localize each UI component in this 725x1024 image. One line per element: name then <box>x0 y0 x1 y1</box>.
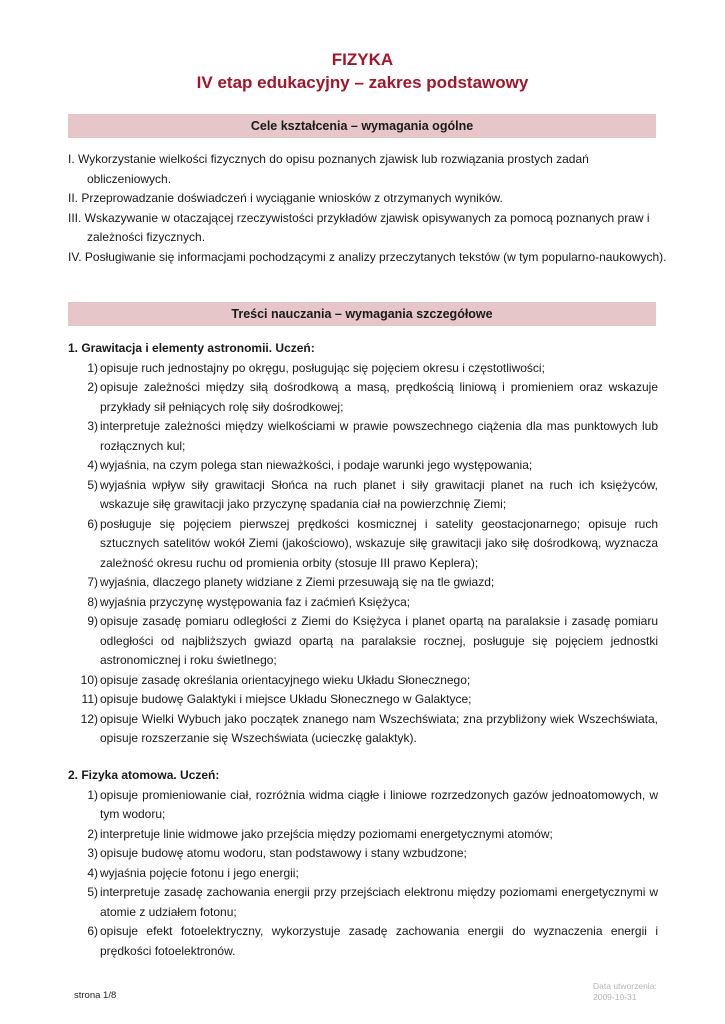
item-number: 3) <box>87 419 98 433</box>
requirement-item <box>68 573 658 593</box>
item-number: 5) <box>87 885 98 899</box>
item-number: 2) <box>87 826 98 841</box>
document-subtitle: IV etap edukacyjny – zakres podstawowy <box>196 73 529 92</box>
item-text: wyjaśnia, dlaczego planety widziane z Ziemi przesuwają się na tle gwiazd; <box>100 575 495 589</box>
item-number: 6) <box>87 924 98 938</box>
requirement-item <box>68 690 658 710</box>
item-text: wyjaśnia wpływ siły grawitacji Słońca na ruch planet i siły grawitacji planet na ruch ich księżyców, wskazuje siłę grawitacji jako przyczynę spadania ciał na powierzchnię Ziemi; <box>100 477 658 511</box>
requirement-item <box>68 476 658 515</box>
creation-date <box>593 981 657 1003</box>
item-number: 4) <box>87 458 98 472</box>
requirement-item <box>68 922 658 961</box>
requirement-item <box>68 612 658 671</box>
requirement-item <box>68 417 658 456</box>
item-number: 6) <box>87 516 98 531</box>
item-number: 7) <box>87 575 98 589</box>
document-title: FIZYKA <box>331 50 394 69</box>
requirement-item <box>68 359 658 379</box>
page-number: strona 1/8 <box>74 990 117 1001</box>
item-number: 1) <box>87 787 98 802</box>
item-text: opisuje Wielki Wybuch jako początek znanego nam Wszechświata; zna przybliżony wiek Wszechświata, opisuje rozszerzanie się Wszechświata (ucieczkę galaktyk). <box>100 711 658 745</box>
requirement-item <box>68 710 658 749</box>
section-atomic-physics <box>68 766 658 961</box>
requirement-item <box>68 825 658 845</box>
item-text: opisuje budowę atomu wodoru, stan podstawowy i stany wzbudzone; <box>100 846 467 860</box>
goal-item: IV. Posługiwanie się informacjami pochodzącymi z analizy przeczytanych tekstów (w tym popularno-naukowych). <box>68 249 667 264</box>
item-text: opisuje zasadę pomiaru odległości z Ziemi do Księżyca i planet opartą na paralaksie i zasadę pomiaru odległości od najbliższych gwiazd opartą na paralaksie rocznej, posługuje się pojęciem jednostki astronomicznej i roku świetlnego; <box>100 614 658 667</box>
section-title: 2. Fizyka atomowa. Uczeń: <box>68 768 220 782</box>
requirement-item <box>68 671 658 691</box>
item-number: 2) <box>87 380 98 394</box>
detailed-requirements-header: Treści nauczania – wymagania szczegółowe <box>68 302 656 326</box>
requirement-item <box>68 378 658 417</box>
item-text: posługuje się pojęciem pierwszej prędkości kosmicznej i satelity geostacjonarnego; opisuje ruch sztucznych satelitów wokół Ziemi (jakościowo), wskazuje siłę grawitacji jako siłę dośrodkową, wyznacza zależność okresu ruchu od promienia orbity (stosuje III prawo Keplera); <box>100 516 658 570</box>
item-text: opisuje zależności między siłą dośrodkową a masą, prędkością liniową i promieniem oraz wskazuje przykłady sił pełniących rolę siły dośrodkowej; <box>100 380 658 414</box>
general-requirements-header: Cele kształcenia – wymagania ogólne <box>68 114 656 138</box>
goal-item: II. Przeprowadzanie doświadczeń i wyciąganie wniosków z otrzymanych wyników. <box>68 191 503 205</box>
item-text: opisuje zasadę określania orientacyjnego wieku Układu Słonecznego; <box>100 672 471 687</box>
item-number: 1) <box>87 360 98 375</box>
item-text: opisuje promieniowanie ciał, rozróżnia widma ciągłe i liniowe rozrzedzonych gazów jednoatomowych, w tym wodoru; <box>100 787 658 821</box>
section-gravity-astronomy <box>68 339 658 749</box>
requirement-item <box>68 844 658 864</box>
creation-date-value: 2009-10-31 <box>593 992 637 1002</box>
requirement-item <box>68 864 658 884</box>
item-text: opisuje efekt fotoelektryczny, wykorzystuje zasadę zachowania energii do wyznaczenia energii i prędkości fotoelektronów. <box>100 924 658 958</box>
item-number: 3) <box>87 846 98 860</box>
goal-item: I. Wykorzystanie wielkości fizycznych do opisu poznanych zjawisk lub rozwiązania prostych zadań obliczeniowych. <box>68 152 589 186</box>
section-title: 1. Grawitacja i elementy astronomii. Uczeń: <box>68 341 315 355</box>
item-text: opisuje ruch jednostajny po okręgu, posługując się pojęciem okresu i częstotliwości; <box>100 360 545 375</box>
item-number: 8) <box>87 594 98 609</box>
requirement-item <box>68 456 658 476</box>
item-text: wyjaśnia pojęcie fotonu i jego energii; <box>100 865 299 880</box>
item-number: 10) <box>80 672 98 687</box>
item-text: interpretuje zasadę zachowania energii przy przejściach elektronu między poziomami energetycznymi w atomie z udziałem fotonu; <box>100 885 658 919</box>
item-text: interpretuje zależności między wielkościami w prawie powszechnego ciążenia dla mas punktowych lub rozłącznych kul; <box>100 419 658 453</box>
goal-item: III. Wskazywanie w otaczającej rzeczywistości przykładów zjawisk opisywanych za pomocą poznanych praw i zależności fizycznych. <box>68 210 650 244</box>
item-number: 11) <box>81 692 98 706</box>
item-number: 12) <box>80 711 98 726</box>
requirement-item <box>68 786 658 825</box>
item-text: interpretuje linie widmowe jako przejścia między poziomami energetycznymi atomów; <box>100 826 553 841</box>
item-number: 4) <box>87 865 98 880</box>
item-text: opisuje budowę Galaktyki i miejsce Układu Słonecznego w Galaktyce; <box>100 692 472 706</box>
requirement-item <box>68 883 658 922</box>
item-number: 9) <box>87 614 98 628</box>
creation-date-label: Data utworzenia: <box>593 981 657 991</box>
item-number: 5) <box>87 477 98 492</box>
item-text: wyjaśnia, na czym polega stan nieważkości, i podaje warunki jego występowania; <box>100 458 533 472</box>
general-goals-list <box>68 150 668 267</box>
requirement-item <box>68 593 658 613</box>
requirement-item <box>68 515 658 574</box>
item-text: wyjaśnia przyczynę występowania faz i zaćmień Księżyca; <box>100 594 411 609</box>
